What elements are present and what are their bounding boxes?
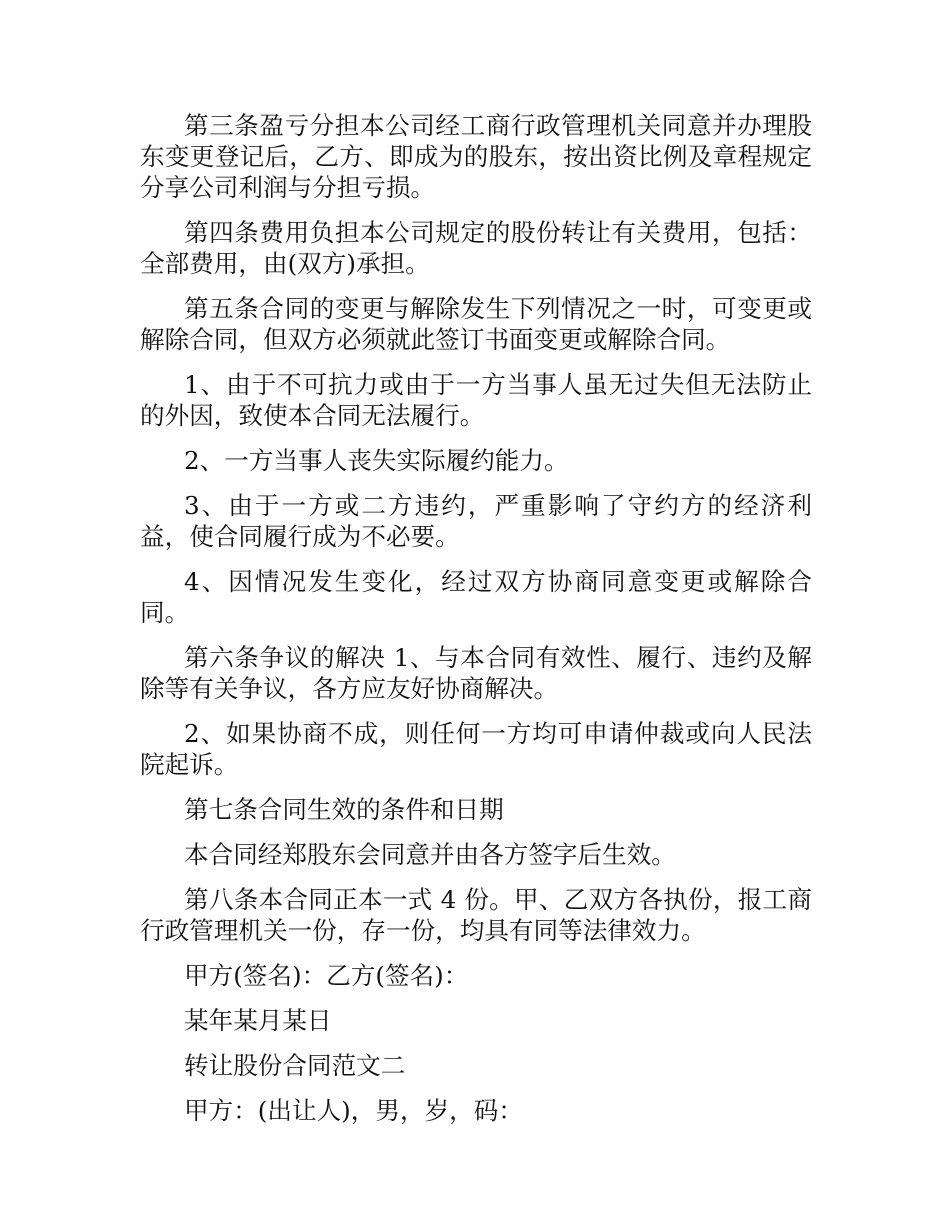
article-3-profit-loss: 第三条盈亏分担本公司经工商行政管理机关同意并办理股东变更登记后，乙方、即成为的股东，按出资比例及章程规定分享公司利润与分担亏损。	[140, 111, 812, 202]
signature-line: 甲方(签名)：乙方(签名)：	[184, 961, 469, 990]
clause-5-3: 3、由于一方或二方违约，严重影响了守约方的经济利益，使合同履行成为不必要。	[140, 491, 812, 551]
article-7-heading: 第七条合同生效的条件和日期	[184, 795, 504, 824]
article-4-fees: 第四条费用负担本公司规定的股份转让有关费用，包括：全部费用，由(双方)承担。	[140, 218, 812, 278]
clause-6-2: 2、如果协商不成，则任何一方均可申请仲裁或向人民法院起诉。	[140, 719, 812, 779]
article-5-change-termination: 第五条合同的变更与解除发生下列情况之一时，可变更或解除合同，但双方必须就此签订书面变更或解除合同。	[140, 294, 812, 354]
document-body	[140, 110, 812, 1140]
party-a-line: 甲方：(出让人)，男，岁，码：	[184, 1096, 523, 1125]
article-8-copies: 第八条本合同正本一式 4 份。甲、乙双方各执份，报工商行政管理机关一份，存一份，均具有同等法律效力。	[140, 885, 812, 945]
clause-5-4: 4、因情况发生变化，经过双方协商同意变更或解除合同。	[140, 567, 812, 627]
article-6-disputes: 第六条争议的解决 1、与本合同有效性、履行、违约及解除等有关争议，各方应友好协商解决。	[140, 643, 812, 703]
clause-5-1: 1、由于不可抗力或由于一方当事人虽无过失但无法防止的外因，致使本合同无法履行。	[140, 370, 812, 430]
clause-5-2: 2、一方当事人丧失实际履约能力。	[184, 446, 569, 475]
sample-two-title: 转让股份合同范文二	[184, 1051, 406, 1080]
date-line: 某年某月某日	[184, 1006, 332, 1035]
article-7-body: 本合同经郑股东会同意并由各方签字后生效。	[184, 840, 676, 869]
